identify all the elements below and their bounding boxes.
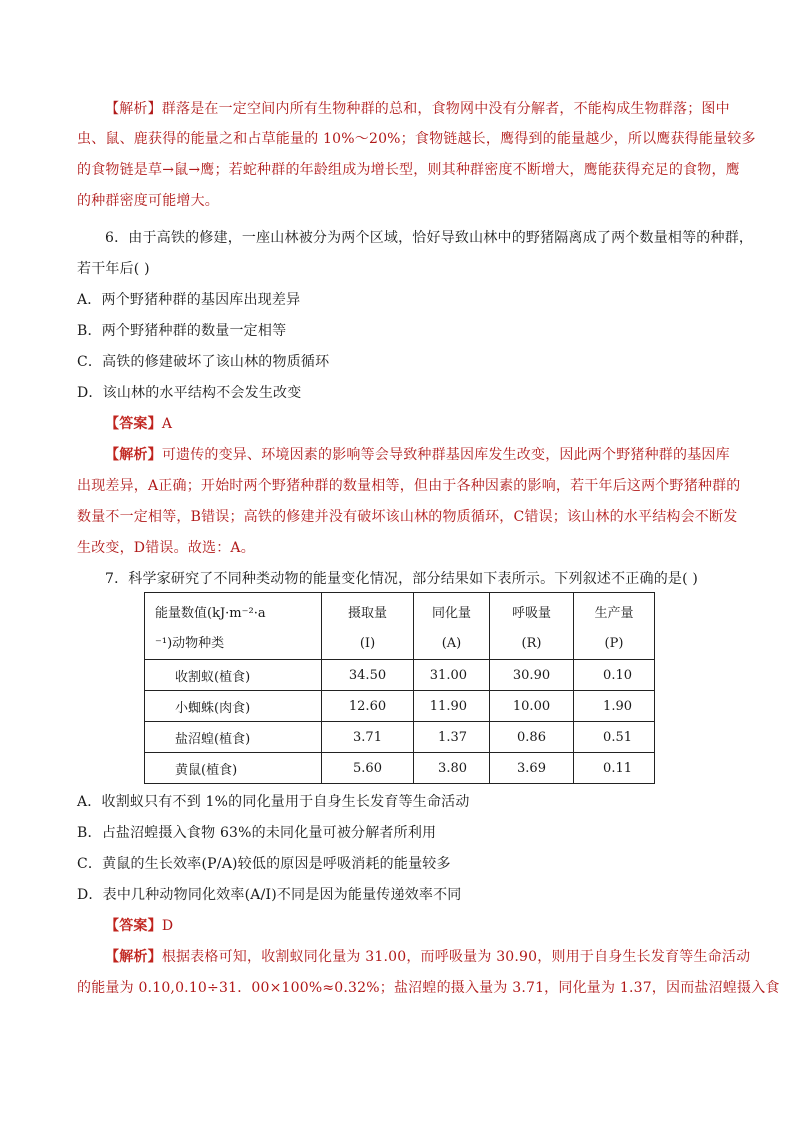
animal-name: 收割蚁(植食) bbox=[145, 660, 322, 691]
q6-analysis-line-3: 数量不一定相等，B错误；高铁的修建并没有破坏该山林的物质循环，C错误；该山林的水平结构会不断发 bbox=[77, 509, 738, 525]
prev-analysis-line-3: 的食物链是草→鼠→鹰；若蛇种群的年龄组成为增长型，则其种群密度不断增大，鹰能获得充足的食物，鹰 bbox=[77, 162, 740, 178]
cell-intake: 34.50 bbox=[322, 660, 414, 691]
prev-analysis-line-1: 【解析】群落是在一定空间内所有生物种群的总和，食物网中没有分解者，不能构成生物群落；图中 bbox=[105, 101, 730, 117]
col-header-production: 生产量 (P) bbox=[574, 593, 655, 660]
animal-name: 小蜘蛛(肉食) bbox=[145, 691, 322, 722]
q6-analysis-line-2: 出现差异，A正确；开始时两个野猪种群的数量相等，但由于各种因素的影响，若干年后这两个野猪种群的 bbox=[77, 478, 741, 494]
cell-respiration: 3.69 bbox=[490, 753, 574, 784]
cell-production: 0.51 bbox=[574, 722, 655, 753]
answer-tag: 【答案】 bbox=[105, 918, 162, 934]
cell-intake: 3.71 bbox=[322, 722, 414, 753]
q6-option-c: C．高铁的修建破坏了该山林的物质循环 bbox=[77, 354, 330, 370]
cell-assimilation: 3.80 bbox=[414, 753, 490, 784]
animal-name: 黄鼠(植食) bbox=[145, 753, 322, 784]
cell-intake: 12.60 bbox=[322, 691, 414, 722]
q7-option-a: A．收割蚁只有不到 1%的同化量用于自身生长发育等生命活动 bbox=[77, 794, 470, 810]
cell-production: 1.90 bbox=[574, 691, 655, 722]
q7-option-d: D．表中几种动物同化效率(A/I)不同是因为能量传递效率不同 bbox=[77, 887, 462, 903]
cell-production: 0.11 bbox=[574, 753, 655, 784]
q7-option-b: B．占盐沼蝗摄入食物 63%的未同化量可被分解者所利用 bbox=[77, 825, 437, 841]
answer-tag: 【答案】 bbox=[105, 416, 162, 432]
energy-table bbox=[144, 592, 655, 784]
col-header-assimilation: 同化量 (A) bbox=[414, 593, 490, 660]
q6-option-b: B．两个野猪种群的数量一定相等 bbox=[77, 323, 287, 339]
analysis-tag: 【解析】 bbox=[105, 447, 162, 463]
table-row bbox=[145, 722, 655, 753]
table-row bbox=[145, 691, 655, 722]
q6-answer bbox=[105, 414, 172, 434]
cell-assimilation: 11.90 bbox=[414, 691, 490, 722]
q6-analysis-line-4: 生改变，D错误。故选：A。 bbox=[77, 540, 255, 556]
cell-respiration: 10.00 bbox=[490, 691, 574, 722]
q7-analysis-line-2: 的能量为 0.10,0.10÷31．00×100%≈0.32%；盐沼蝗的摄入量为 3.71，同化量为 1.37，因而盐沼蝗摄入食 bbox=[77, 980, 780, 996]
q6-option-d: D．该山林的水平结构不会发生改变 bbox=[77, 385, 302, 401]
table-corner-header: 能量数值(kJ·m⁻²·a ⁻¹)动物种类 bbox=[145, 593, 322, 660]
cell-intake: 5.60 bbox=[322, 753, 414, 784]
col-header-intake: 摄取量 (I) bbox=[322, 593, 414, 660]
q6-stem-line-2: 若干年后( ) bbox=[77, 261, 150, 277]
cell-respiration: 0.86 bbox=[490, 722, 574, 753]
table-header-row bbox=[145, 593, 655, 660]
cell-assimilation: 31.00 bbox=[414, 660, 490, 691]
analysis-tag: 【解析】 bbox=[105, 949, 162, 965]
q7-option-c: C．黄鼠的生长效率(P/A)较低的原因是呼吸消耗的能量较多 bbox=[77, 856, 451, 872]
cell-respiration: 30.90 bbox=[490, 660, 574, 691]
table-row bbox=[145, 660, 655, 691]
answer-value: D bbox=[161, 918, 174, 934]
prev-analysis-line-2: 虫、鼠、鹿获得的能量之和占草能量的 10%～20%；食物链越长，鹰得到的能量越少，所以鹰获得能量较多 bbox=[77, 131, 756, 147]
q7-answer bbox=[105, 916, 173, 936]
cell-production: 0.10 bbox=[574, 660, 655, 691]
q6-analysis-line-1: 【解析】可遗传的变异、环境因素的影响等会导致种群基因库发生改变，因此两个野猪种群的基因库 bbox=[105, 447, 730, 463]
animal-name: 盐沼蝗(植食) bbox=[145, 722, 322, 753]
q7-stem: 7．科学家研究了不同种类动物的能量变化情况，部分结果如下表所示。下列叙述不正确的是( ) bbox=[105, 571, 699, 587]
q6-option-a: A．两个野猪种群的基因库出现差异 bbox=[77, 292, 301, 308]
q6-stem-line-1: 6．由于高铁的修建，一座山林被分为两个区域，恰好导致山林中的野猪隔离成了两个数量相等的种群， bbox=[105, 230, 754, 246]
table-row bbox=[145, 753, 655, 784]
answer-value: A bbox=[161, 416, 173, 432]
q7-analysis-line-1: 【解析】根据表格可知，收割蚁同化量为 31.00，而呼吸量为 30.90，则用于自身生长发育等生命活动 bbox=[105, 949, 751, 965]
prev-analysis-line-4: 的种群密度可能增大。 bbox=[77, 193, 219, 209]
col-header-respiration: 呼吸量 (R) bbox=[490, 593, 574, 660]
cell-assimilation: 1.37 bbox=[414, 722, 490, 753]
